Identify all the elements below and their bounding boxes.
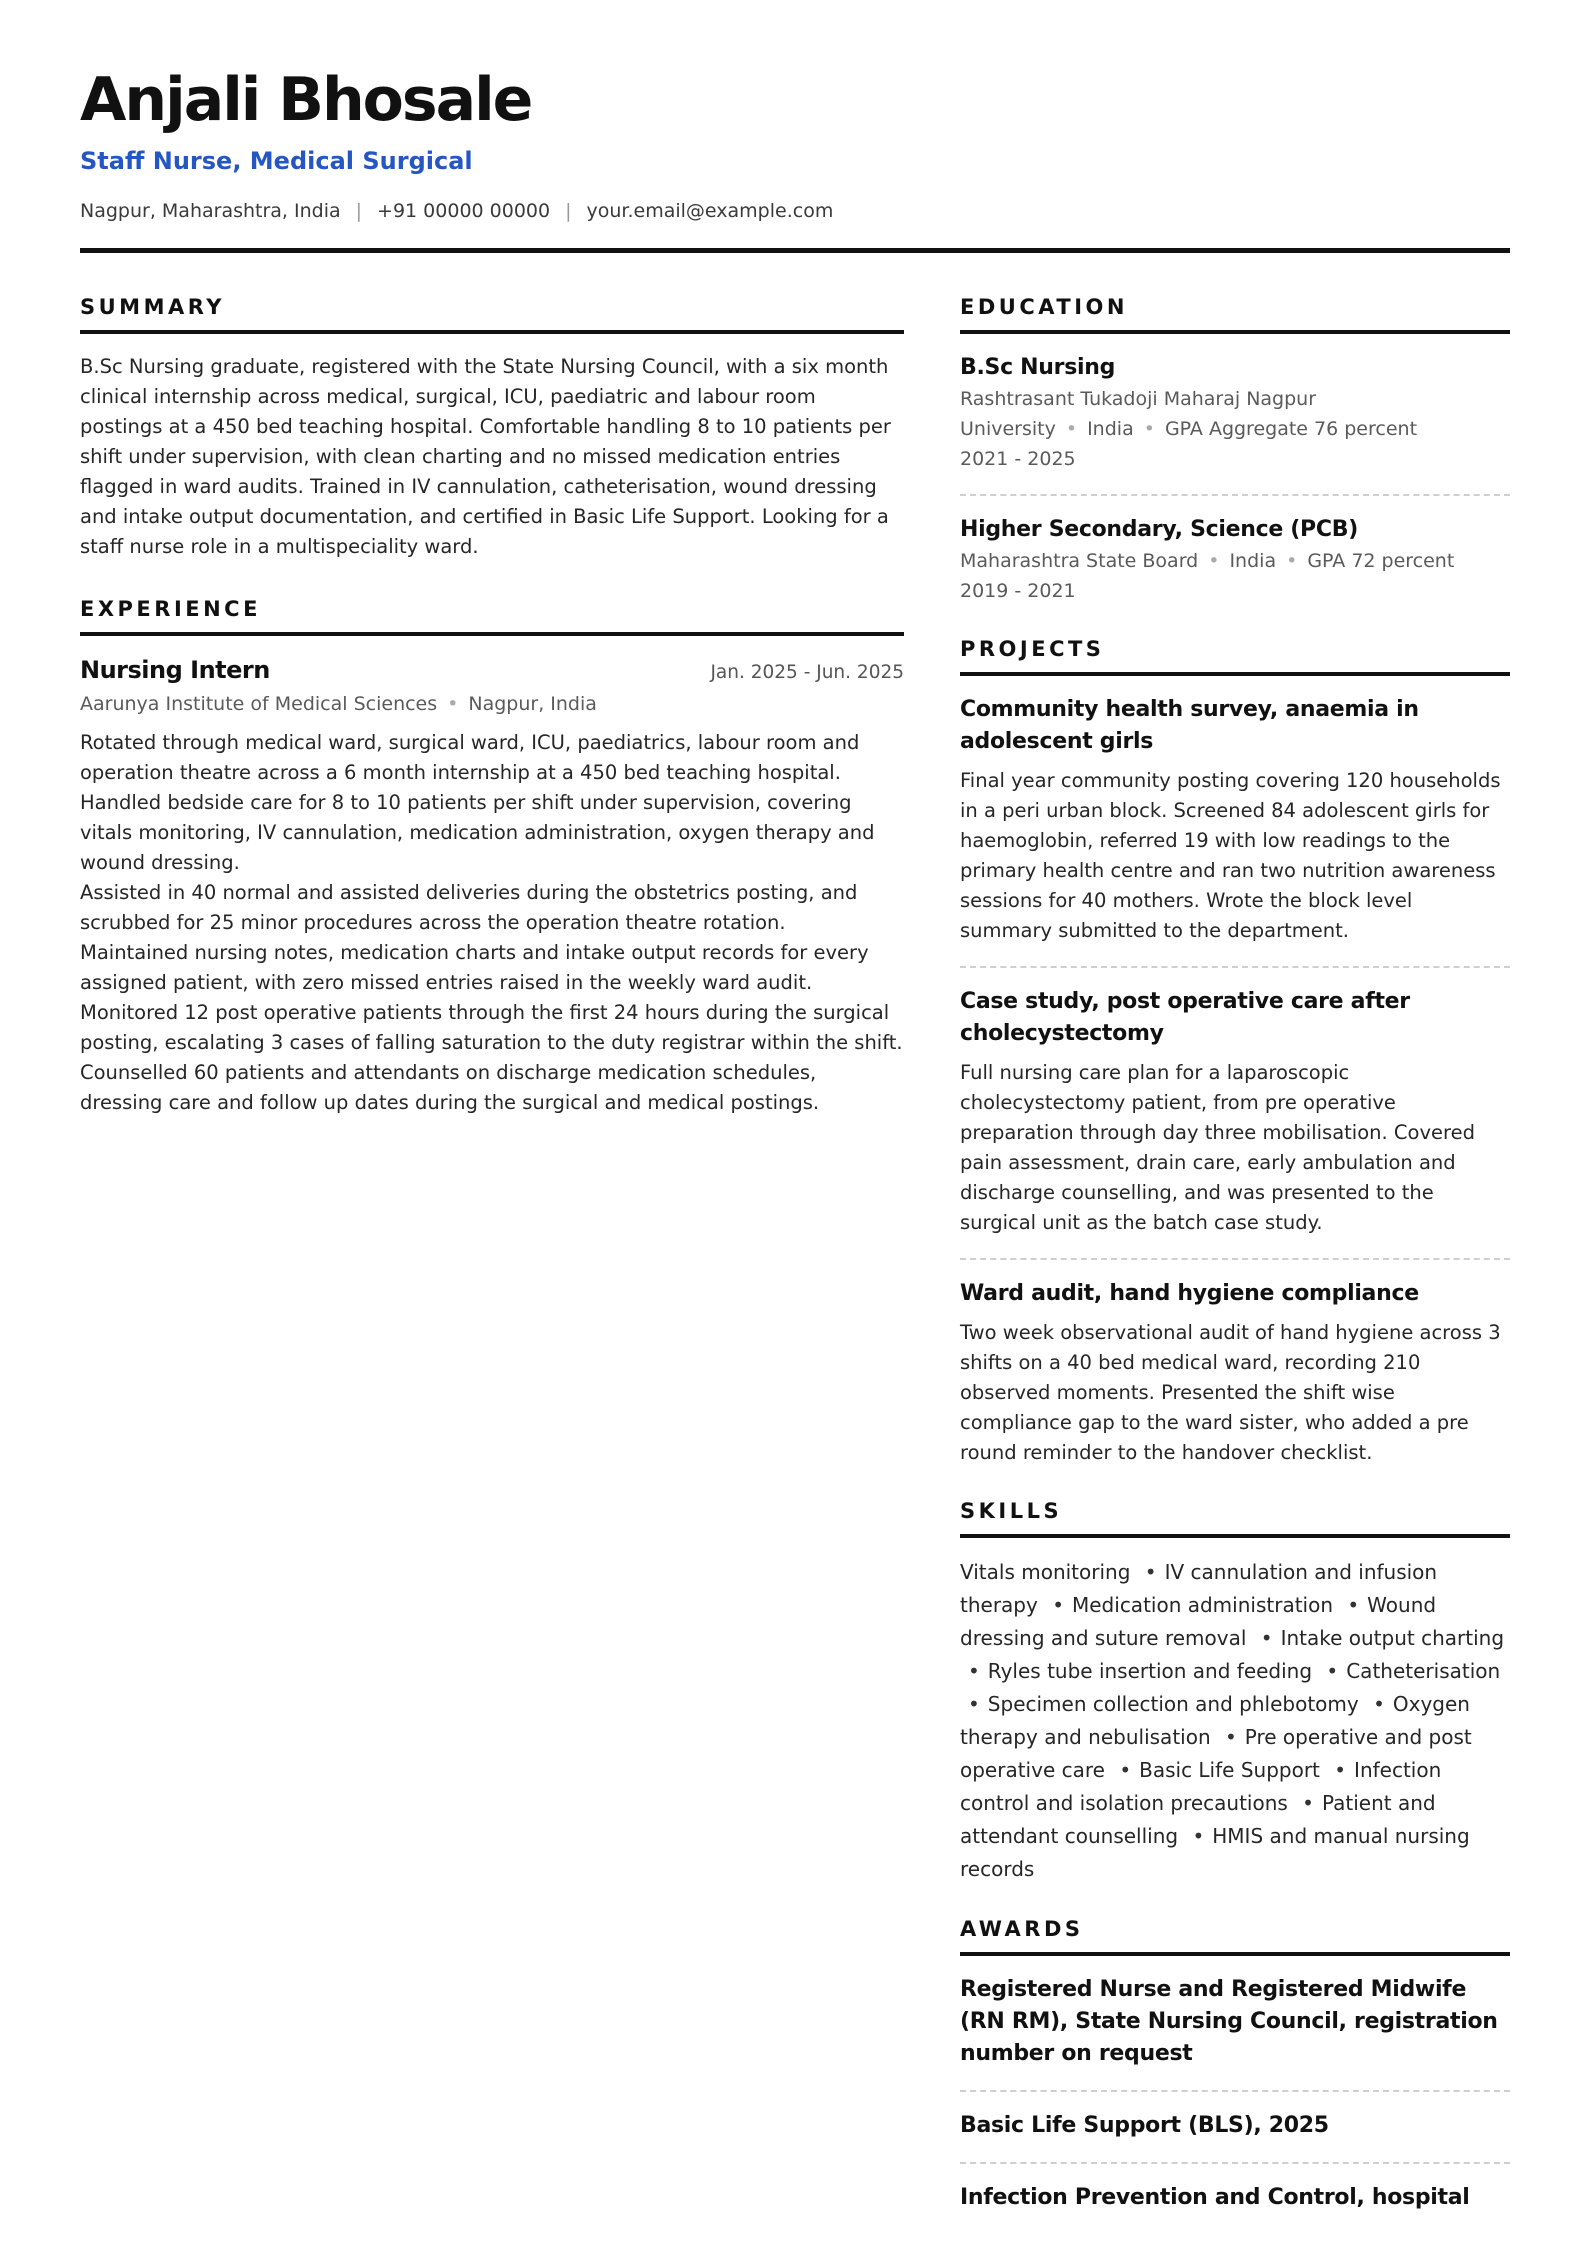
skill-separator: • (1119, 1758, 1132, 1782)
award-name: Infection Prevention and Control, hospital (960, 2185, 1470, 2210)
job-bullet: Maintained nursing notes, medication charts and intake output records for every assigned patient, with zero missed entries raised in the weekly ward audit. (80, 941, 869, 994)
candidate-role: Staff Nurse, Medical Surgical (80, 147, 473, 175)
contact-line (80, 198, 1510, 224)
skill-separator: • (1144, 1560, 1157, 1584)
experience-entry-header (80, 656, 904, 684)
education-meta (960, 546, 1510, 576)
left-column (80, 294, 904, 1118)
project-entry (960, 1260, 1510, 1468)
award-entry (960, 2092, 1510, 2164)
skill-separator: • (1052, 1593, 1064, 1617)
education-meta (960, 384, 1510, 444)
candidate-name: Anjali Bhosale (80, 65, 532, 135)
header-divider (80, 248, 1510, 253)
skill-item: Medication administration (1072, 1593, 1334, 1617)
skill-separator: • (1224, 1725, 1237, 1749)
project-name: Case study, post operative care after cholecystectomy (960, 989, 1410, 1046)
resume-header (80, 62, 1510, 224)
project-entry (960, 676, 1510, 968)
award-entry (960, 2164, 1510, 2214)
skill-item: Wound dressing and suture removal (960, 1593, 1437, 1650)
experience-heading: EXPERIENCE (80, 596, 904, 636)
skill-separator: • (1192, 1824, 1205, 1848)
job-bullet: Handled bedside care for 8 to 10 patients per shift under supervision, covering vitals monitoring, IV cannulation, medication administration, oxygen therapy and wound dressing. (80, 791, 875, 874)
project-name: Community health survey, anaemia in adolescent girls (960, 697, 1419, 754)
meta-dot: • (1286, 550, 1298, 572)
education-dates: 2019 - 2021 (960, 580, 1076, 602)
summary-heading: SUMMARY (80, 294, 904, 334)
skill-separator: • (1302, 1791, 1314, 1815)
education-score: GPA Aggregate 76 percent (1164, 418, 1418, 440)
skill-item: Ryles tube insertion and feeding (987, 1659, 1313, 1683)
skill-item: Oxygen therapy and nebulisation (960, 1692, 1470, 1749)
contact-phone: +91 00000 00000 (377, 200, 551, 222)
contact-separator: | (355, 200, 363, 222)
skill-separator: • (1334, 1758, 1347, 1782)
award-name: Basic Life Support (BLS), 2025 (960, 2113, 1329, 2138)
job-title: Nursing Intern (80, 656, 270, 684)
education-heading: EDUCATION (960, 294, 1510, 334)
project-name: Ward audit, hand hygiene compliance (960, 1281, 1419, 1306)
education-country: India (1087, 418, 1134, 440)
project-entry (960, 968, 1510, 1260)
job-organization: Aarunya Institute of Medical Sciences (80, 693, 438, 715)
skill-item: Infection control and isolation precautions (960, 1758, 1442, 1815)
skill-item: Basic Life Support (1139, 1758, 1320, 1782)
skill-separator: • (968, 1692, 980, 1716)
job-location: Nagpur, India (468, 693, 597, 715)
right-column (960, 294, 1510, 2214)
award-entry (960, 1956, 1510, 2092)
skill-item: HMIS and manual nursing records (960, 1824, 1470, 1881)
skills-heading: SKILLS (960, 1498, 1510, 1538)
projects-heading: PROJECTS (960, 636, 1510, 676)
project-description: Two week observational audit of hand hygiene across 3 shifts on a 40 bed medical ward, recording 210 observed moments. Presented the shift wise compliance gap to the ward sister, who added a pre round reminder to the handover checklist. (960, 1321, 1501, 1464)
job-bullet: Counselled 60 patients and attendants on discharge medication schedules, dressing care and follow up dates during the surgical and medical postings. (80, 1061, 820, 1114)
education-country: India (1229, 550, 1277, 572)
skills-list (960, 1556, 1510, 1886)
meta-dot: • (447, 693, 459, 715)
skill-item: Vitals monitoring (960, 1560, 1131, 1584)
education-entry (960, 496, 1510, 606)
skill-separator: • (1347, 1593, 1360, 1617)
skill-item: Patient and attendant counselling (960, 1791, 1436, 1848)
skill-item: Catheterisation (1346, 1659, 1501, 1683)
meta-dot: • (1065, 418, 1078, 440)
education-entry (960, 334, 1510, 496)
skill-item: Intake output charting (1280, 1626, 1505, 1650)
awards-heading: AWARDS (960, 1916, 1510, 1956)
education-score: GPA 72 percent (1307, 550, 1455, 572)
job-bullet: Assisted in 40 normal and assisted deliveries during the obstetrics posting, and scrubbed for 25 minor procedures across the operation theatre rotation. (80, 881, 858, 934)
contact-separator: | (565, 200, 572, 222)
project-description: Full nursing care plan for a laparoscopic cholecystectomy patient, from pre operative preparation through day three mobilisation. Covered pain assessment, drain care, early ambulation and discharge counselling, and was presented to the surgical unit as the batch case study. (960, 1061, 1475, 1234)
skill-separator: • (968, 1659, 980, 1683)
meta-dot: • (1208, 550, 1220, 572)
skill-separator: • (1326, 1659, 1339, 1683)
education-dates: 2021 - 2025 (960, 448, 1076, 470)
contact-location: Nagpur, Maharashtra, India (80, 200, 341, 222)
job-bullet: Rotated through medical ward, surgical ward, ICU, paediatrics, labour room and operation theatre across a 6 month internship at a 450 bed teaching hospital. (80, 731, 860, 784)
job-dates: Jan. 2025 - Jun. 2025 (710, 662, 904, 683)
summary-text: B.Sc Nursing graduate, registered with the State Nursing Council, with a six month clinical internship across medical, surgical, ICU, paediatric and labour room postings at a 450 bed teaching hospital. Comfortable handling 8 to 10 patients per shift under supervision, with clean charting and no missed medication entries flagged in ward audits. Trained in IV cannulation, catheterisation, wound dressing and intake output documentation, and certified in Basic Life Support. Looking for a staff nurse role in a multispeciality ward. (80, 355, 891, 558)
skill-item: Specimen collection and phlebotomy (987, 1692, 1359, 1716)
education-school: Maharashtra State Board (960, 550, 1199, 572)
meta-dot: • (1143, 418, 1155, 440)
contact-email: your.email@example.com (586, 200, 834, 222)
job-bullet: Monitored 12 post operative patients through the first 24 hours during the surgical posting, escalating 3 cases of falling saturation to the duty registrar within the shift. (80, 1001, 903, 1054)
education-degree: B.Sc Nursing (960, 355, 1116, 380)
job-meta (80, 690, 904, 718)
skill-separator: • (1373, 1692, 1385, 1716)
project-description: Final year community posting covering 120 households in a peri urban block. Screened 84 adolescent girls for haemoglobin, referred 19 with low readings to the primary health centre and ran two nutrition awareness sessions for 40 mothers. Wrote the block level summary submitted to the department. (960, 769, 1501, 942)
award-name: Registered Nurse and Registered Midwife (RN RM), State Nursing Council, registration number on request (960, 1977, 1498, 2066)
education-school: Rashtrasant Tukadoji Maharaj Nagpur University (960, 388, 1317, 440)
job-bullets (80, 728, 904, 1118)
skill-separator: • (1260, 1626, 1273, 1650)
skill-item: IV cannulation and infusion therapy (960, 1560, 1438, 1617)
skill-item: Pre operative and post operative care (960, 1725, 1472, 1782)
education-degree: Higher Secondary, Science (PCB) (960, 517, 1358, 542)
